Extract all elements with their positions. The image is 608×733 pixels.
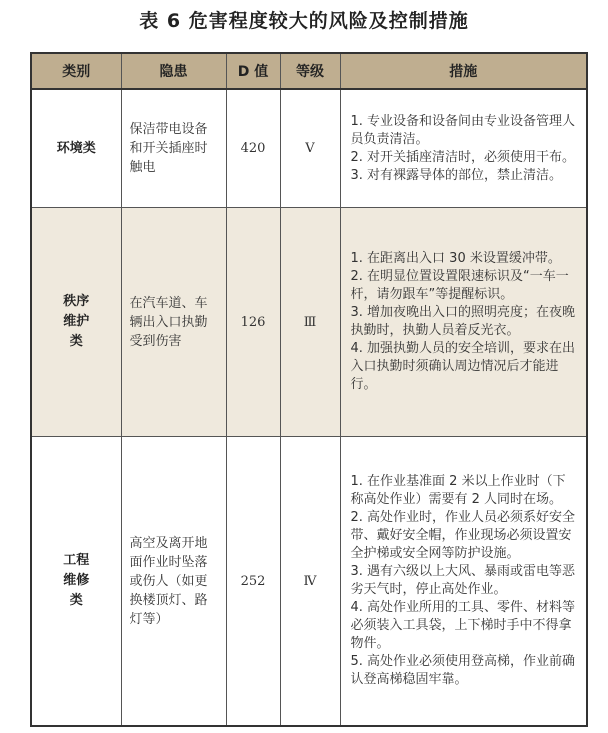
hazard-text: 在汽车道、车辆出入口执勤受到伤害 xyxy=(129,295,208,349)
measure-item: 1. 在距离出入口 30 米设置缓冲带。 xyxy=(350,251,561,266)
table-row-engineering xyxy=(31,437,587,727)
hazard-cell xyxy=(121,89,226,208)
hazard-text: 保洁带电设备和开关插座时触电 xyxy=(129,122,208,175)
category-label: 秩序维护类 xyxy=(63,294,90,349)
header-hazard: 隐患 xyxy=(121,53,226,89)
table-row-order xyxy=(31,208,587,437)
measure-item: 4. 高处作业所用的工具、零件、材料等必须装入工具袋，上下梯时手中不得拿物件。 xyxy=(350,600,576,651)
measure-item: 5. 高处作业必须使用登高梯，作业前确认登高梯稳固牢靠。 xyxy=(350,654,576,687)
hazard-text: 高空及离开地面作业时坠落或伤人（如更换楼顶灯、路灯等） xyxy=(129,535,208,627)
header-grade: 等级 xyxy=(280,53,340,89)
measure-item: 2. 对开关插座清洁时，必须使用干布。 xyxy=(350,149,576,165)
measure-item: 4. 加强执勤人员的安全培训，要求在出入口执勤时须确认周边情况后才能进行。 xyxy=(350,341,576,392)
grade-cell: Ⅲ xyxy=(280,208,340,437)
hazard-cell xyxy=(121,208,226,437)
table-row-environment xyxy=(31,89,587,208)
measure-item: 2. 在明显位置设置限速标识及“一车一杆，请勿跟车”等提醒标识。 xyxy=(350,269,569,302)
hazard-cell xyxy=(121,437,226,727)
category-cell xyxy=(31,89,121,208)
header-category: 类别 xyxy=(31,53,121,89)
measure-item: 3. 对有裸露导体的部位，禁止清洁。 xyxy=(350,167,563,183)
measures-cell xyxy=(340,437,587,727)
table-title: 表 6 危害程度较大的风险及控制措施 xyxy=(139,10,469,32)
measure-item: 3. 增加夜晚出入口的照明亮度；在夜晚执勤时，执勤人员着反光衣。 xyxy=(350,305,576,338)
category-cell xyxy=(31,208,121,437)
measure-item: 2. 高处作业时，作业人员必须系好安全带、戴好安全帽，作业现场必须设置安全护梯或安全网等防护设施。 xyxy=(350,510,576,561)
grade-cell: Ⅴ xyxy=(280,89,340,208)
header-measures: 措施 xyxy=(340,53,587,89)
d-value-cell: 126 xyxy=(226,208,280,437)
table-header-row xyxy=(31,53,587,89)
d-value-cell: 252 xyxy=(226,437,280,727)
category-label: 环境类 xyxy=(56,140,96,156)
measure-item: 1. 在作业基准面 2 米以上作业时（下称高处作业）需要有 2 人同时在场。 xyxy=(350,474,566,507)
grade-cell: Ⅳ xyxy=(280,437,340,727)
measure-item: 3. 遇有六级以上大风、暴雨或雷电等恶劣天气时，停止高处作业。 xyxy=(350,564,576,597)
measures-cell xyxy=(340,89,587,208)
header-d-value: D 值 xyxy=(226,53,280,89)
d-value-cell: 420 xyxy=(226,89,280,208)
category-label: 工程维修类 xyxy=(63,553,90,608)
measures-cell xyxy=(340,208,587,437)
risk-control-table xyxy=(30,52,588,727)
category-cell xyxy=(31,437,121,727)
measure-item: 1. 专业设备和设备间由专业设备管理人员负责清洁。 xyxy=(350,113,576,147)
